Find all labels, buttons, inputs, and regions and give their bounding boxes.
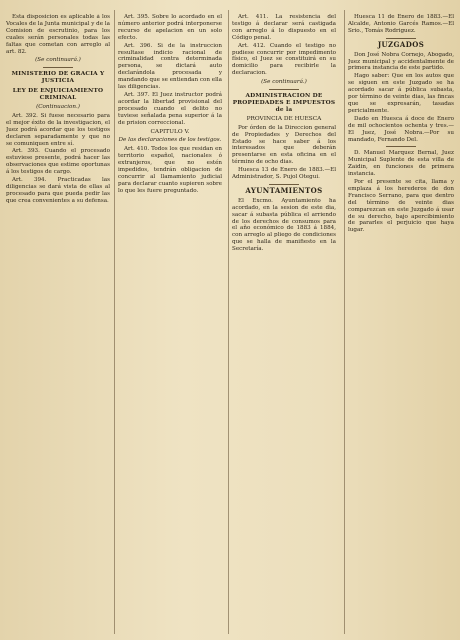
- column-3: [232, 14, 336, 630]
- paragraph: Don José Nobra Cornejo, Abogado, Juez municipal y accidentalmente de primera instancia de este partido.: [348, 51, 454, 72]
- paragraph: Art. 412. Cuando el testigo no pudiese concurrir por impedimento físico, el Juez se constituirá en su domicilio para recibirle la declaracion.: [232, 42, 336, 77]
- divider: [386, 146, 416, 147]
- paragraph: Hago saber: Que en los autos que se siguen en este Juzgado se ha acordado sacar á pública subasta, por término de veinte dias, las fincas que se expresarán, tasadas pericialmente.: [348, 73, 454, 114]
- column-rule: [228, 10, 229, 634]
- column-rule: [114, 10, 115, 634]
- paragraph: Dado en Huesca á doce de Enero de mil ochocientos ochenta y tres.—El Juez, José Nobra.—Por su mandado, Fernando Del.: [348, 115, 454, 143]
- paragraph: Por órden de la Direccion general de Propiedades y Derechos del Estado se hace saber á los interesados que deberán presentarse en esta oficina en el término de ocho dias.: [232, 124, 336, 166]
- section-heading: AYUNTAMIENTOS: [245, 185, 323, 195]
- chapter-title: De las declaraciones de los testigos.: [118, 137, 222, 144]
- section-heading: JUZGADOS: [377, 39, 425, 49]
- paragraph: Art. 395. Sobre lo acordado en el número anterior podrá interponerse recurso de apelacion en un solo efecto.: [118, 14, 222, 41]
- continuation-note: (Se continuará.): [261, 79, 307, 86]
- paragraph: Art. 396. Si de la instruccion resultase indicio racional de criminalidad contra determinada persona, se dictará auto declarándola procesada y mandando que se entiendan con ella las diligencias.: [118, 42, 222, 91]
- divider: [386, 38, 416, 39]
- paragraph: Art. 410. Todos los que residan en territorio español, nacionales ó extranjeros, que no estén impedidos, tendrán obligacion de concurrir al llamamiento judicial para declarar cuanto supieren sobre lo que les fuere preguntado.: [118, 146, 222, 194]
- law-title: LEY DE ENJUICIAMIENTO CRIMINAL: [12, 88, 104, 102]
- paragraph: D. Manuel Marquez Bernal, Juez Municipal Suplente de esta villa de Zaidin, en funciones de primera instancia.: [348, 150, 454, 178]
- paragraph: Esta disposicion es aplicable á los Vocales de la Junta municipal y de la Comision de escrutinio, para los cuales serán personales todas las faltas que cometan con arreglo al art. 82.: [6, 14, 110, 55]
- paragraph: Art. 394. Practicadas las diligencias se dará vista de ellas al procesado para que pueda pedir las que crea convenientes a su defensa.: [6, 177, 110, 204]
- chapter-heading: CAPITULO V.: [150, 128, 190, 135]
- paragraph: El Excmo. Ayuntamiento ha acordado, en la sesion de este dia, sacar á subasta pública el arriendo de los derechos de consumos para el año económico de 1883 á 1884, con arreglo al pliego de condiciones que se halla de manifiesto en la Secretaría.: [232, 197, 336, 253]
- divider: [269, 184, 299, 185]
- province-label: PROVINCIA DE HUESCA: [246, 115, 322, 122]
- paragraph: Art. 392. Si fuese necesario para el mejor éxito de la investigacion, el Juez podrá acordar que los testigos declaren separadamente y que no se comuniquen entre sí.: [6, 112, 110, 147]
- divider: [43, 67, 73, 68]
- continuation-label: (Continuacion.): [36, 103, 80, 110]
- section-heading: MINISTERIO DE GRACIA Y JUSTICIA: [11, 71, 105, 85]
- paragraph: Art. 411. La resistencia del testigo á declarar será castigada con arreglo á lo dispuesto en el Código penal.: [232, 14, 336, 41]
- column-2: [118, 14, 222, 630]
- paragraph: Art. 397. El Juez instructor podrá acordar la libertad provisional del procesado cuando el delito no tuviese señalada pena superior á la de prision correccional.: [118, 91, 222, 126]
- column-4: [348, 14, 454, 630]
- dateline: Huesca 13 de Enero de 1883.—El Administrador, S. Pujol Otegui.: [232, 167, 336, 181]
- column-1: [6, 14, 110, 630]
- section-heading: ADMINISTRACION DE PROPIEDADES E IMPUESTOS de la: [232, 93, 336, 113]
- paragraph: Por el presente se cita, llama y emplaza á los herederos de don Francisco Serrano, para que dentro del término de veinte dias comparezcan en este Juzgado á usar de su derecho, bajo apercibimiento de pararles el perjuicio que haya lugar.: [348, 179, 454, 234]
- dateline: Huesca 11 de Enero de 1883.—El Alcalde, Antonio Garcés Ramos.—El Srio., Tomás Rodriguez.: [348, 14, 454, 34]
- divider: [269, 89, 299, 90]
- paragraph: Art. 393. Cuando el procesado estuviese presente, podrá hacer las observaciones que estime oportunas á los testigos de cargo.: [6, 148, 110, 176]
- continuation-note: (Se continuará.): [35, 57, 81, 64]
- column-rule: [344, 10, 345, 634]
